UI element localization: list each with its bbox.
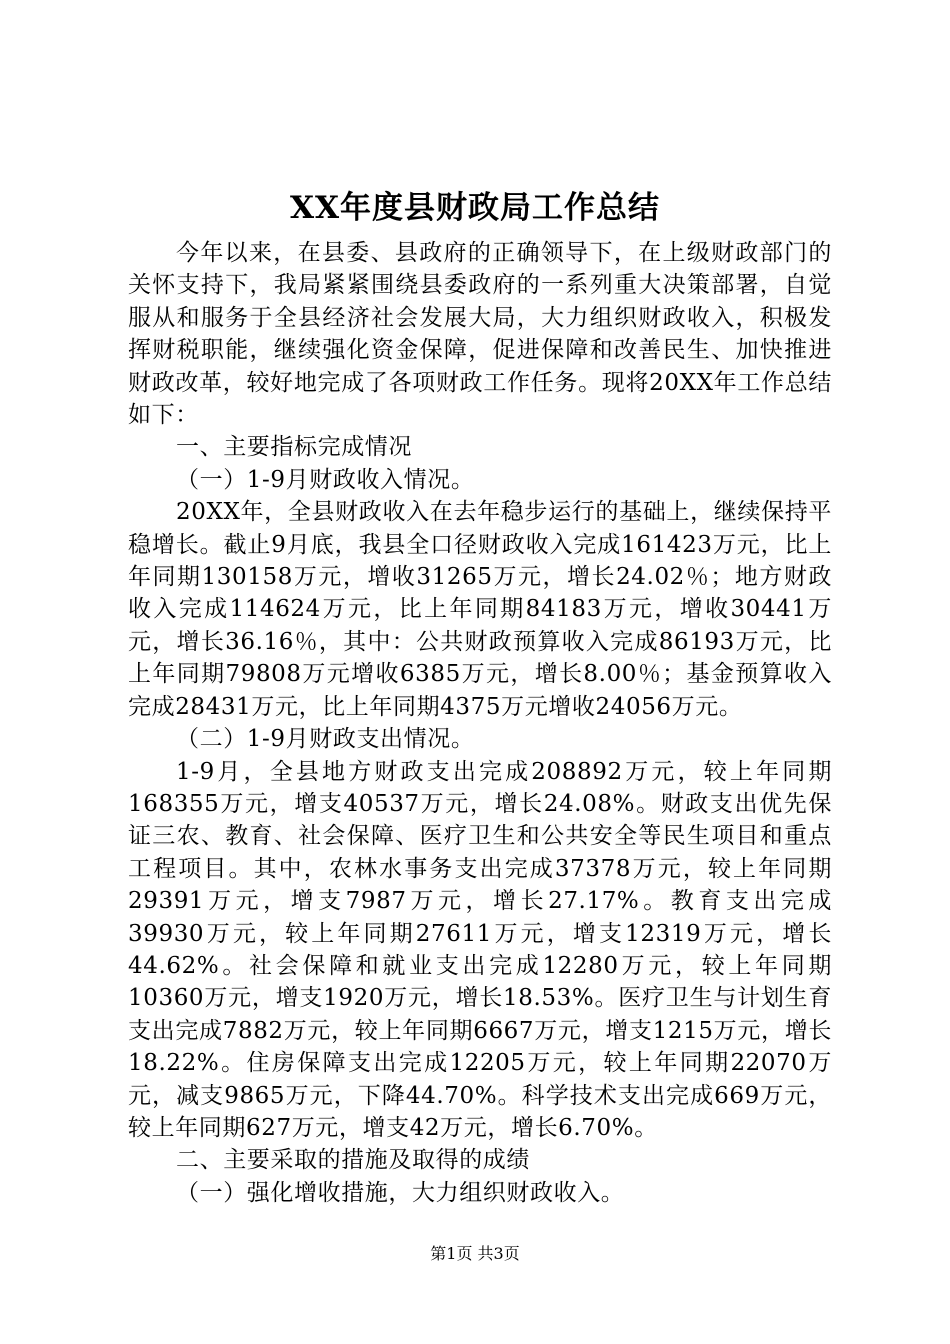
section-heading-2: 二、主要采取的措施及取得的成绩	[176, 1147, 530, 1174]
revenue-paragraph: 20XX年，全县财政收入在去年稳步运行的基础上，继续保持平稳增长。截止9月底，我县全口径财政收入完成161423万元，比上年同期130158万元，增收31265万元，增长24.02％；地方财政收入完成114624万元，比上年同期84183万元，增收30441万元，增长36.16％，其中：公共财政预算收入完成86193万元，比上年同期79808万元增收6385万元，增长8.00％；基金预算收入完成28431万元，比上年同期4375万元增收24056万元。	[128, 499, 832, 720]
page-footer: 第1页 共3页	[430, 1244, 520, 1263]
section-heading-1: 一、主要指标完成情况	[176, 434, 412, 461]
document-body	[128, 237, 832, 1209]
subsection-heading-measures: （一）强化增收措施，大力组织财政收入。	[176, 1179, 625, 1206]
subsection-heading-revenue: （一）1-9月财政收入情况。	[176, 466, 475, 493]
document-title: XX年度县财政局工作总结	[289, 190, 661, 226]
subsection-heading-expenditure: （二）1-9月财政支出情况。	[176, 726, 475, 753]
intro-paragraph: 今年以来，在县委、县政府的正确领导下，在上级财政部门的关怀支持下，我局紧紧围绕县委政府的一系列重大决策部署，自觉服从和服务于全县经济社会发展大局，大力组织财政收入，积极发挥财税职能，继续强化资金保障，促进保障和改善民生、加快推进财政改革，较好地完成了各项财政工作任务。现将20XX年工作总结如下：	[128, 240, 832, 429]
expenditure-paragraph: 1-9月，全县地方财政支出完成208892万元，较上年同期168355万元，增支40537万元，增长24.08%。财政支出优先保证三农、教育、社会保障、医疗卫生和公共安全等民生项目和重点工程项目。其中，农林水事务支出完成37378万元，较上年同期29391万元，增支7987万元，增长27.17%。教育支出完成39930万元，较上年同期27611万元，增支12319万元，增长44.62%。社会保障和就业支出完成12280万元，较上年同期10360万元，增支1920万元，增长18.53%。医疗卫生与计划生育支出完成7882万元，较上年同期6667万元，增支1215万元，增长18.22%。住房保障支出完成12205万元，较上年同期22070万元，减支9865万元，下降44.70%。科学技术支出完成669万元，较上年同期627万元，增支42万元，增长6.70%。	[128, 758, 832, 1141]
